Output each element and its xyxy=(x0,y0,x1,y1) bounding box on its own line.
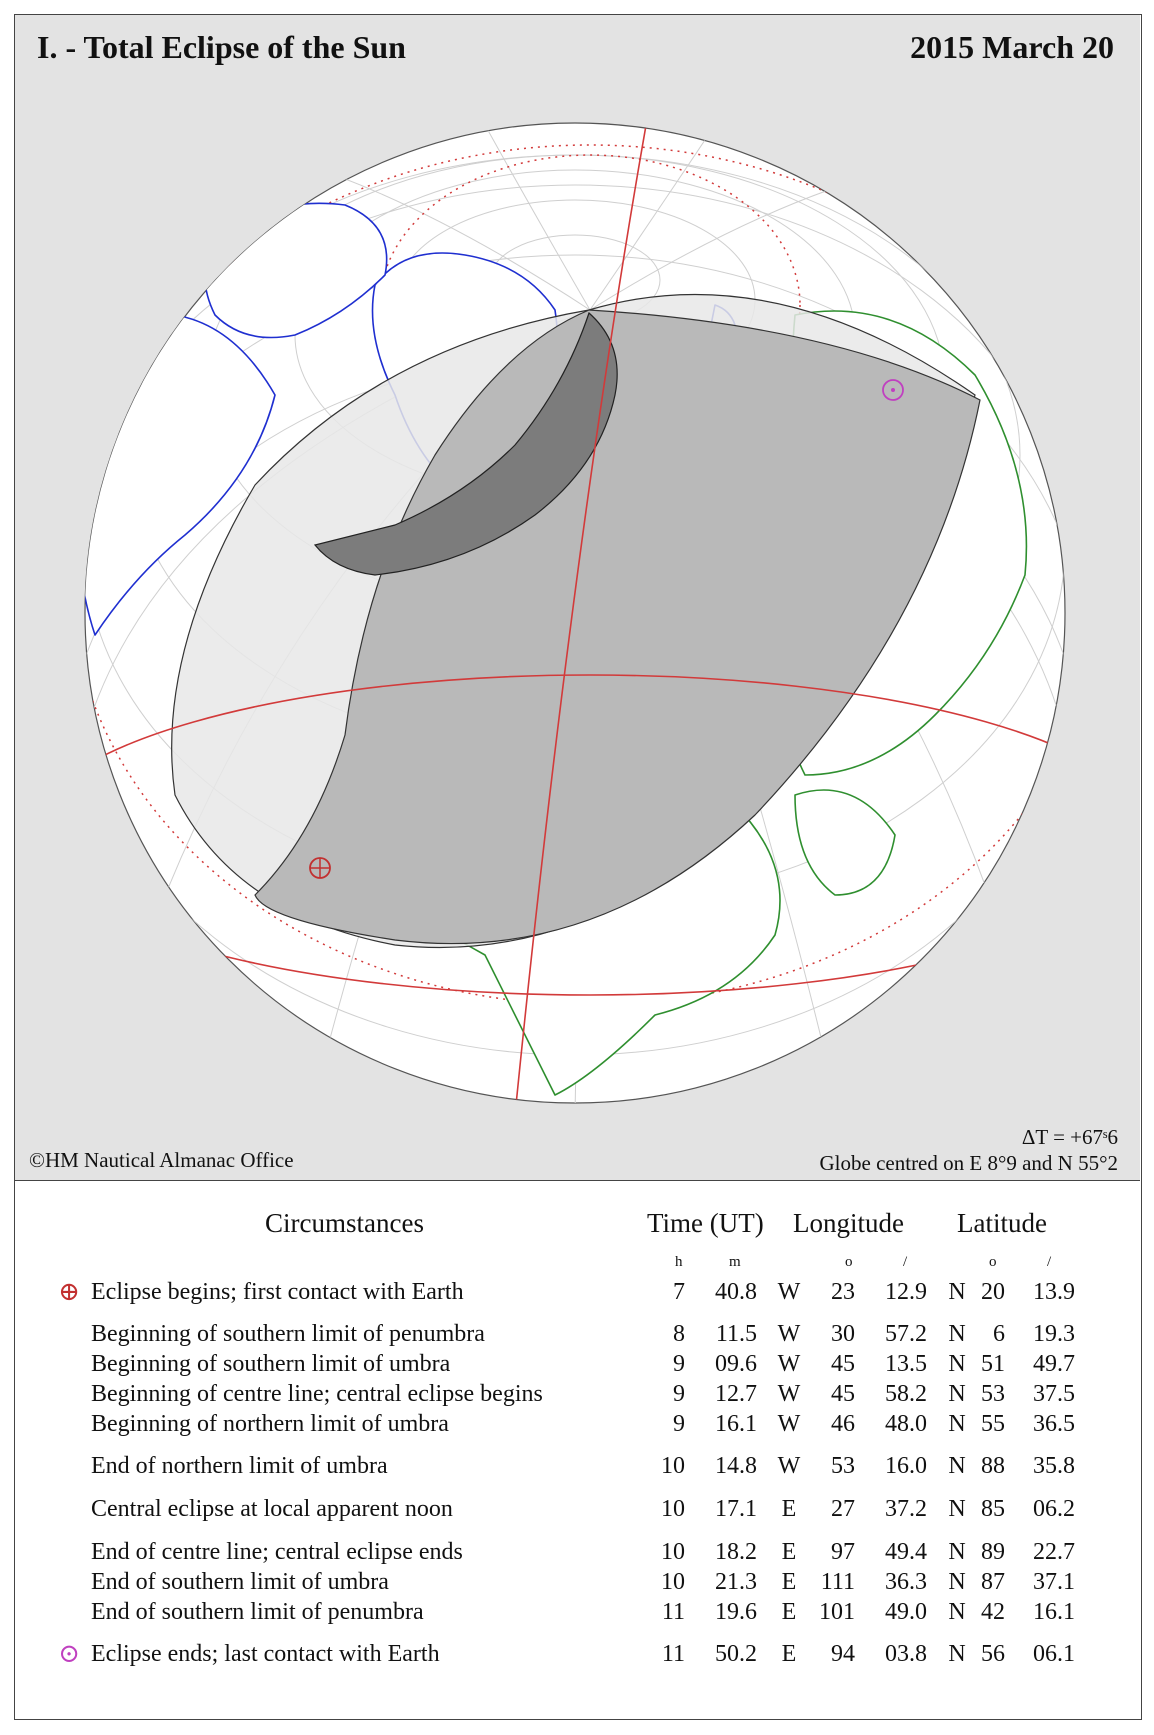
row-lon-min: 12.9 xyxy=(885,1279,927,1305)
row-lon-min: 57.2 xyxy=(885,1321,927,1347)
row-lat-deg: 89 xyxy=(981,1539,1005,1565)
row-lon-deg: 111 xyxy=(820,1569,855,1595)
header-latitude: Latitude xyxy=(957,1208,1047,1238)
row-lon-min: 49.0 xyxy=(885,1599,927,1625)
row-lon-deg: 46 xyxy=(831,1411,855,1437)
row-description: End of southern limit of penumbra xyxy=(91,1599,424,1625)
row-hours: 7 xyxy=(673,1279,685,1305)
row-ns: N xyxy=(948,1351,966,1377)
row-minutes: 50.2 xyxy=(715,1641,757,1667)
row-hours: 9 xyxy=(673,1411,685,1437)
row-lat-deg: 51 xyxy=(981,1351,1005,1377)
row-hours: 9 xyxy=(673,1351,685,1377)
row-lat-min: 37.1 xyxy=(1033,1569,1075,1595)
row-hours: 11 xyxy=(661,1641,685,1667)
row-lat-min: 06.1 xyxy=(1033,1641,1075,1667)
row-ew: E xyxy=(781,1641,797,1667)
row-hours: 10 xyxy=(661,1569,685,1595)
row-lat-deg: 55 xyxy=(981,1411,1005,1437)
row-description: Eclipse ends; last contact with Earth xyxy=(91,1641,440,1667)
row-description: Beginning of southern limit of penumbra xyxy=(91,1321,485,1347)
row-hours: 11 xyxy=(661,1599,685,1625)
row-lat-deg: 53 xyxy=(981,1381,1005,1407)
eclipse-date: 2015 March 20 xyxy=(910,29,1114,65)
row-description: Central eclipse at local apparent noon xyxy=(91,1496,453,1522)
row-ew: E xyxy=(781,1569,797,1595)
row-minutes: 17.1 xyxy=(715,1496,757,1522)
row-lat-deg: 20 xyxy=(981,1279,1005,1305)
row-description: Beginning of centre line; central eclipse begins xyxy=(91,1381,543,1407)
row-ns: N xyxy=(948,1321,966,1347)
row-lon-deg: 27 xyxy=(831,1496,855,1522)
header-circumstances: Circumstances xyxy=(265,1208,424,1238)
unit-lat-min: / xyxy=(1047,1254,1052,1270)
unit-lon-deg: o xyxy=(845,1254,853,1270)
row-hours: 8 xyxy=(673,1321,685,1347)
row-hours: 10 xyxy=(661,1539,685,1565)
unit-lon-min: / xyxy=(903,1254,908,1270)
row-lon-deg: 97 xyxy=(831,1539,855,1565)
row-hours: 9 xyxy=(673,1381,685,1407)
table-row xyxy=(15,1379,1140,1409)
row-lat-min: 19.3 xyxy=(1033,1321,1075,1347)
row-minutes: 19.6 xyxy=(715,1599,757,1625)
row-lat-min: 35.8 xyxy=(1033,1453,1075,1479)
row-description: Beginning of southern limit of umbra xyxy=(91,1351,451,1377)
page-title: I. - Total Eclipse of the Sun xyxy=(37,29,406,65)
row-minutes: 12.7 xyxy=(715,1381,757,1407)
row-lon-min: 37.2 xyxy=(885,1496,927,1522)
row-ew: W xyxy=(777,1453,801,1479)
header-longitude: Longitude xyxy=(793,1208,904,1238)
table-row xyxy=(15,1494,1140,1524)
row-lon-deg: 53 xyxy=(831,1453,855,1479)
row-lon-deg: 30 xyxy=(831,1321,855,1347)
row-ns: N xyxy=(948,1381,966,1407)
row-ns: N xyxy=(948,1411,966,1437)
row-lat-deg: 56 xyxy=(981,1641,1005,1667)
table-row xyxy=(15,1277,1140,1307)
row-ew: W xyxy=(777,1411,801,1437)
row-lon-min: 03.8 xyxy=(885,1641,927,1667)
row-lat-deg: 6 xyxy=(993,1321,1005,1347)
row-minutes: 09.6 xyxy=(715,1351,757,1377)
row-lon-min: 48.0 xyxy=(885,1411,927,1437)
table-row xyxy=(15,1567,1140,1597)
eclipse-map-panel xyxy=(15,15,1140,1181)
unit-lat-deg: o xyxy=(989,1254,997,1270)
circumstances-table xyxy=(15,1183,1140,1718)
row-lon-deg: 23 xyxy=(831,1279,855,1305)
row-lat-min: 37.5 xyxy=(1033,1381,1075,1407)
unit-hours: h xyxy=(675,1254,683,1270)
row-ew: E xyxy=(781,1599,797,1625)
row-minutes: 18.2 xyxy=(715,1539,757,1565)
row-minutes: 16.1 xyxy=(715,1411,757,1437)
header-time: Time (UT) xyxy=(647,1208,764,1238)
row-ns: N xyxy=(948,1599,966,1625)
row-description: End of northern limit of umbra xyxy=(91,1453,388,1479)
row-lat-deg: 85 xyxy=(981,1496,1005,1522)
table-row xyxy=(15,1639,1140,1669)
delta-t-text: ΔT = +67ˢ6 xyxy=(1021,1125,1118,1149)
table-row xyxy=(15,1409,1140,1439)
row-lat-min: 49.7 xyxy=(1033,1351,1075,1377)
row-lat-min: 06.2 xyxy=(1033,1496,1075,1522)
row-minutes: 21.3 xyxy=(715,1569,757,1595)
row-ns: N xyxy=(948,1453,966,1479)
row-lon-deg: 101 xyxy=(819,1599,855,1625)
credit-text: ©HM Nautical Almanac Office xyxy=(29,1148,294,1172)
row-ew: W xyxy=(777,1321,801,1347)
row-lat-deg: 42 xyxy=(981,1599,1005,1625)
table-row xyxy=(15,1319,1140,1349)
row-lat-min: 16.1 xyxy=(1033,1599,1075,1625)
row-lon-deg: 45 xyxy=(831,1351,855,1377)
row-minutes: 40.8 xyxy=(715,1279,757,1305)
row-lon-min: 16.0 xyxy=(885,1453,927,1479)
row-description: Eclipse begins; first contact with Earth xyxy=(91,1279,464,1305)
row-ew: W xyxy=(777,1279,801,1305)
row-description: End of centre line; central eclipse ends xyxy=(91,1539,463,1565)
row-minutes: 14.8 xyxy=(715,1453,757,1479)
row-ns: N xyxy=(948,1539,966,1565)
row-lat-deg: 87 xyxy=(981,1569,1005,1595)
first-contact-marker xyxy=(310,858,330,878)
row-description: Beginning of northern limit of umbra xyxy=(91,1411,449,1437)
row-ns: N xyxy=(948,1496,966,1522)
chart-frame xyxy=(14,14,1142,1720)
table-row xyxy=(15,1349,1140,1379)
row-ew: W xyxy=(777,1381,801,1407)
row-lat-min: 22.7 xyxy=(1033,1539,1075,1565)
unit-minutes: m xyxy=(729,1254,741,1270)
row-ns: N xyxy=(948,1569,966,1595)
row-lon-min: 58.2 xyxy=(885,1381,927,1407)
last-contact-icon: ⊙ xyxy=(58,1639,80,1668)
row-lon-deg: 45 xyxy=(831,1381,855,1407)
first-contact-icon: ⊕ xyxy=(58,1277,80,1306)
row-minutes: 11.5 xyxy=(715,1321,757,1347)
row-ew: W xyxy=(777,1351,801,1377)
row-hours: 10 xyxy=(661,1453,685,1479)
row-lon-min: 49.4 xyxy=(885,1539,927,1565)
row-description: End of southern limit of umbra xyxy=(91,1569,389,1595)
row-ew: E xyxy=(781,1496,797,1522)
row-lon-deg: 94 xyxy=(831,1641,855,1667)
table-row xyxy=(15,1537,1140,1567)
table-row xyxy=(15,1597,1140,1627)
row-lat-min: 36.5 xyxy=(1033,1411,1075,1437)
row-hours: 10 xyxy=(661,1496,685,1522)
globe-map xyxy=(15,15,1140,1180)
row-lon-min: 36.3 xyxy=(885,1569,927,1595)
row-ns: N xyxy=(948,1641,966,1667)
row-lat-min: 13.9 xyxy=(1033,1279,1075,1305)
row-ew: E xyxy=(781,1539,797,1565)
table-row xyxy=(15,1451,1140,1481)
row-ns: N xyxy=(948,1279,966,1305)
row-lat-deg: 88 xyxy=(981,1453,1005,1479)
row-lon-min: 13.5 xyxy=(885,1351,927,1377)
globe-centre-text: Globe centred on E 8°9 and N 55°2 xyxy=(819,1151,1118,1175)
